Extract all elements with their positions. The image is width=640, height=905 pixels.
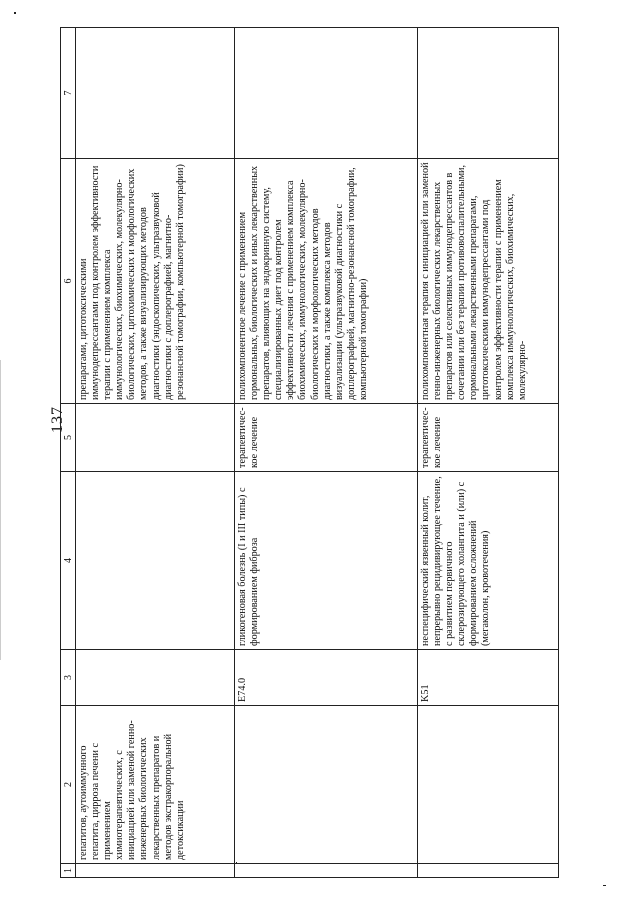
header-col-3: 3 [61, 650, 76, 706]
cell-treatment-method: полихомпонентная терапия с инициацией или заменой генно-инженерных биологических лекарственных препаратов или селективных иммунодепрессантов в сочетании или без терапии противовоспалительными, гормональными лекарственными препаратами, цитотоксическими иммунодепрессантами под контролем эффективности терапии с применением комплекса иммунологических, биохимических, молекулярно- [418, 159, 559, 404]
cell-treatment-method: полихомпонентное лечение с применением гормональных, биологических и иных лекарственных препаратов, влияющих на эндокринную систему, специализированных диет под контролем эффективности лечения с применением комплекса биохимических, иммунологических, молекулярно-биологических и морфологических методов диагностики, а также комплекса методов визуализации (ультразвуковой диагностики с доплерографией, магнитно-резонансной томографии, компьютерной томографии) [235, 159, 418, 404]
header-col-1: 1 [61, 864, 76, 878]
cell-cost [76, 28, 235, 159]
cell-treatment-type: терапевтичес-кое лечение [418, 404, 559, 472]
cell-icd-code [76, 650, 235, 706]
cell-procedure-name: гепатитов, аутоиммунного гепатита, цирроза печени с применением химиотерапевтических, с инициацией или заменой генно-инженерных биологических лекарственных препаратов и методов экстракорпоральной детоксикации [76, 706, 235, 864]
cell-treatment-type: терапевтичес-кое лечение [235, 404, 418, 472]
header-col-4: 4 [61, 472, 76, 650]
header-col-6: 6 [61, 159, 76, 404]
cell-number [235, 864, 418, 878]
cell-number [418, 864, 559, 878]
cell-cost [235, 28, 418, 159]
cell-number [76, 864, 235, 878]
header-col-5: 5 [61, 404, 76, 472]
header-col-7: 7 [61, 28, 76, 159]
cell-treatment-method: препаратами, цитотоксическими иммунодепрессантами под контролем эффективности терапии с применением комплекса иммунологических, биохимических, молекулярно-биологических, цитохимических и морфологических методов, а также визуализирующих методов диагностики (эндоскопических, ультразвуковой диагностики с доплерографией, магнитно-резонансной томографии, компьютерной томографии) [76, 159, 235, 404]
rotated-table-wrapper [60, 28, 582, 878]
cell-model-patient [76, 472, 235, 650]
page-number: 137 [49, 406, 66, 433]
table-row [235, 28, 418, 878]
scan-edge-top [14, 12, 16, 14]
table-row [418, 28, 559, 878]
scan-dot-2 [603, 885, 606, 886]
procedures-table [60, 27, 559, 878]
cell-icd-code: E74.0 [235, 650, 418, 706]
cell-model-patient: неспецифический язвенный колит, непрерывно рецидивирующее течение, с развитием первичного склерозирующего холангита и (или) с формированием осложнений (мегаколон, кровотечения) [418, 472, 559, 650]
scan-edge-left [0, 360, 1, 660]
cell-model-patient: гликогеновая болезнь (I и III типы) с формированием фиброза [235, 472, 418, 650]
table-row [76, 28, 235, 878]
header-col-2: 2 [61, 706, 76, 864]
cell-procedure-name [235, 706, 418, 864]
cell-procedure-name [418, 706, 559, 864]
header-row [61, 28, 76, 878]
cell-cost [418, 28, 559, 159]
cell-treatment-type [76, 404, 235, 472]
cell-icd-code: K51 [418, 650, 559, 706]
